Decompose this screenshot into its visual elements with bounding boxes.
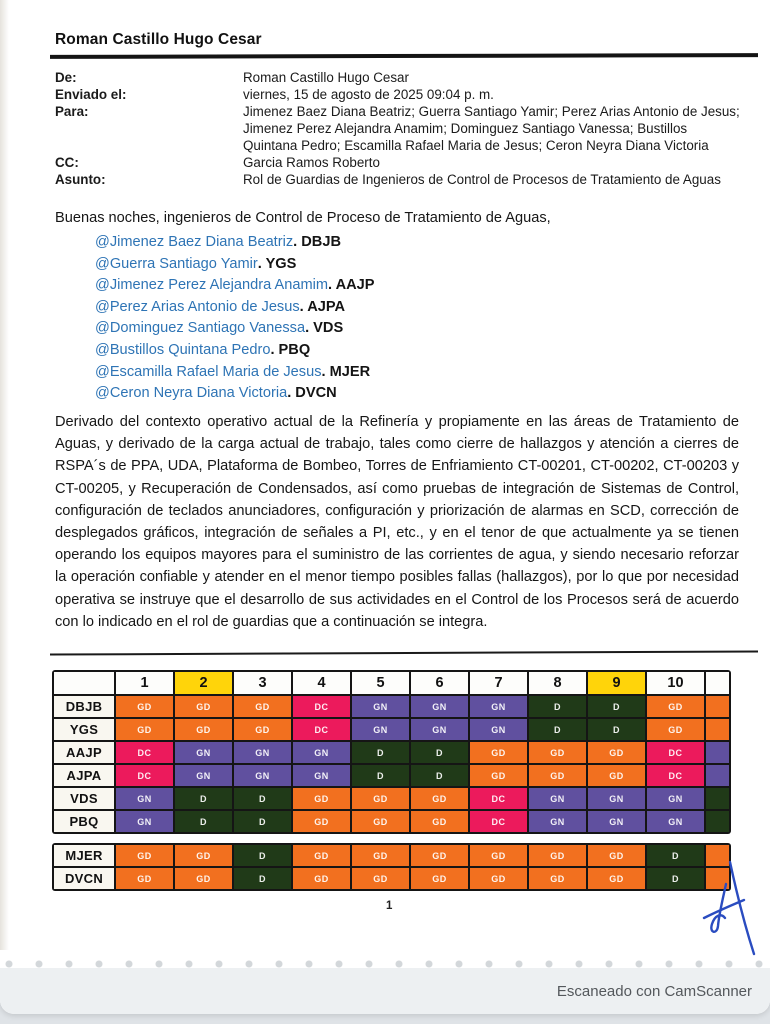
roster-cell: GN: [411, 719, 468, 740]
roster-cell: D: [234, 845, 291, 866]
roster-cell: DC: [293, 696, 350, 717]
meta-field-label: CC:: [55, 155, 79, 170]
mention-line: [95, 232, 375, 254]
roster-cell: DC: [470, 788, 527, 809]
roster-cell: D: [647, 868, 704, 889]
mention-name: @Bustillos Quintana Pedro: [95, 341, 271, 358]
roster-cell: DC: [647, 765, 704, 786]
roster-cell: GD: [588, 845, 645, 866]
roster-cell: [706, 742, 729, 763]
meta-field-row: [55, 86, 740, 103]
roster-header-cell: 9: [588, 672, 645, 694]
roster-header-cell: [706, 672, 729, 694]
roster-cell: GN: [470, 696, 527, 717]
meta-field-value: Garcia Ramos Roberto: [243, 155, 380, 170]
roster-cell: GN: [116, 811, 173, 832]
roster-cell: GD: [116, 868, 173, 889]
mention-line: [95, 362, 375, 384]
roster-cell: GN: [352, 696, 409, 717]
roster-row-label: AAJP: [54, 742, 114, 763]
mention-line: [95, 254, 375, 276]
roster-cell: D: [588, 696, 645, 717]
roster-cell: D: [411, 742, 468, 763]
meta-section: [55, 69, 740, 188]
meta-field-row: [55, 171, 740, 188]
roster-cell: GN: [588, 811, 645, 832]
roster-cell: GD: [234, 719, 291, 740]
roster-cell: GN: [293, 765, 350, 786]
roster-cell: GD: [293, 845, 350, 866]
section-divider: [50, 650, 758, 655]
roster-cell: DC: [470, 811, 527, 832]
roster-cell: [706, 811, 729, 832]
roster-cell: D: [234, 811, 291, 832]
roster-cell: [706, 719, 729, 740]
mention-line: [95, 297, 375, 319]
roster-cell: GN: [352, 719, 409, 740]
roster-cell: D: [175, 788, 232, 809]
roster-cell: GD: [116, 696, 173, 717]
roster-cell: GN: [175, 765, 232, 786]
roster-cell: GD: [647, 719, 704, 740]
signature-mark: [690, 850, 770, 960]
roster-cell: GD: [352, 868, 409, 889]
roster-cell: D: [234, 868, 291, 889]
roster-cell: GN: [647, 811, 704, 832]
roster-cell: GD: [411, 811, 468, 832]
page-title: Roman Castillo Hugo Cesar: [55, 31, 262, 48]
roster-header-cell: 6: [411, 672, 468, 694]
mention-code: . DVCN: [287, 385, 337, 402]
roster-cell: GD: [588, 742, 645, 763]
mention-line: [95, 340, 375, 362]
roster-header-cell: 3: [234, 672, 291, 694]
perforation-edge: [0, 960, 770, 968]
roster-cell: GN: [529, 788, 586, 809]
roster-cell: D: [352, 742, 409, 763]
roster-table-main: [52, 670, 731, 834]
roster-cell: GD: [411, 868, 468, 889]
meta-field-value: Roman Castillo Hugo Cesar: [243, 70, 409, 85]
scan-footer: [0, 968, 770, 1014]
roster-cell: DC: [647, 742, 704, 763]
roster-table-extra: [52, 843, 731, 891]
roster-cell: DC: [293, 719, 350, 740]
roster-cell: [706, 765, 729, 786]
roster-cell: GN: [234, 765, 291, 786]
mention-code: . VDS: [305, 320, 344, 337]
roster-cell: GD: [411, 788, 468, 809]
greeting: Buenas noches, ingenieros de Control de Proceso de Tratamiento de Aguas,: [55, 210, 551, 226]
roster-header-cell: 4: [293, 672, 350, 694]
roster-cell: GD: [470, 845, 527, 866]
roster-cell: [706, 788, 729, 809]
roster-cell: D: [529, 696, 586, 717]
roster-cell: GD: [588, 765, 645, 786]
page-number: 1: [386, 900, 393, 912]
roster-cell: D: [647, 845, 704, 866]
roster-cell: GD: [352, 845, 409, 866]
roster-cell: D: [352, 765, 409, 786]
roster-cell: GN: [588, 788, 645, 809]
roster-cell: GN: [175, 742, 232, 763]
mention-code: . YGS: [257, 255, 297, 272]
roster-cell: D: [529, 719, 586, 740]
meta-field-value: Rol de Guardias de Ingenieros de Control de Procesos de Tratamiento de Aguas: [243, 172, 721, 187]
roster-cell: GD: [293, 811, 350, 832]
roster-header-cell: 10: [647, 672, 704, 694]
roster-row-label: VDS: [54, 788, 114, 809]
roster-cell: GD: [470, 765, 527, 786]
roster-cell: GD: [352, 811, 409, 832]
roster-cell: DC: [116, 765, 173, 786]
roster-header-cell: 1: [116, 672, 173, 694]
meta-field-label: Enviado el:: [55, 87, 127, 102]
roster-row-label: AJPA: [54, 765, 114, 786]
roster-cell: GD: [116, 719, 173, 740]
meta-field-label: Asunto:: [55, 172, 106, 187]
meta-field-row: [55, 154, 740, 171]
title-rule: [50, 53, 758, 59]
roster-cell: GD: [470, 742, 527, 763]
roster-cell: GD: [647, 696, 704, 717]
roster-cell: GD: [175, 719, 232, 740]
meta-field-label: De:: [55, 70, 77, 85]
roster-header-cell: 8: [529, 672, 586, 694]
mention-code: . MJER: [321, 363, 371, 380]
roster-cell: GD: [470, 868, 527, 889]
roster-cell: DC: [116, 742, 173, 763]
meta-field-row: [55, 69, 740, 86]
roster-cell: GD: [175, 845, 232, 866]
roster-header-cell: 5: [352, 672, 409, 694]
mention-line: [95, 318, 375, 340]
mention-code: . AAJP: [328, 277, 375, 294]
mention-name: @Jimenez Perez Alejandra Anamim: [95, 277, 329, 294]
roster-cell: GD: [293, 788, 350, 809]
roster-row-label: DBJB: [54, 696, 114, 717]
mention-name: @Perez Arias Antonio de Jesus: [95, 298, 300, 315]
roster-cell: D: [234, 788, 291, 809]
roster-cell: GN: [470, 719, 527, 740]
roster-header-cell: 7: [470, 672, 527, 694]
roster-cell: GD: [588, 868, 645, 889]
roster-row-label: PBQ: [54, 811, 114, 832]
mentions-list: [95, 232, 375, 405]
roster-cell: GD: [175, 868, 232, 889]
roster-cell: D: [411, 765, 468, 786]
mention-code: . DBJB: [293, 234, 341, 250]
roster-cell: GD: [529, 868, 586, 889]
roster-cell: GN: [293, 742, 350, 763]
mention-line: [95, 383, 375, 405]
meta-field-row: [55, 103, 740, 154]
roster-cell: GN: [529, 811, 586, 832]
roster-row-label: YGS: [54, 719, 114, 740]
roster-header-cell: 2: [175, 672, 232, 694]
roster-cell: GD: [529, 765, 586, 786]
roster-cell: GD: [352, 788, 409, 809]
roster-cell: GN: [411, 696, 468, 717]
mention-name: @Ceron Neyra Diana Victoria: [95, 385, 288, 402]
roster-cell: GN: [647, 788, 704, 809]
roster-cell: GD: [234, 696, 291, 717]
body-paragraph: Derivado del contexto operativo actual de la Refinería y propiamente en las áreas de Tratamiento de Aguas, y derivado de la carga actual de trabajo, tales como cierre de hallazgos y atención a cierres de RSPA´s de PPA, UDA, Plataforma de Bombeo, Torres de Enfriamiento CT-00201, CT-00202, CT-00203 y CT-00205, y Recuperación de Condensados, así como pruebas de integración de Sistemas de Control, configuración de teclados anunciadores, configuración y priorización de alarmas en SCD, corrección de desplegados gráficos, integración de señales a PI, etc., y en el tenor de que actualmente ya se tienen operando los equipos mayores para el suministro de las corrientes de agua, y siendo necesario reforzar la operación confiable y atender en el menor tiempo posibles fallas (hallazgos), por lo que por necesidad operativa se instruye que el desarrollo de sus actividades en el Control de los Procesos será de acuerdo con lo indicado en el rol de guardias que a continuación se integra.: [55, 414, 739, 630]
meta-field-value: viernes, 15 de agosto de 2025 09:04 p. m.: [243, 87, 494, 102]
roster-cell: GD: [175, 696, 232, 717]
roster-cell: GN: [234, 742, 291, 763]
roster-cell: GD: [411, 845, 468, 866]
mention-name: @Jimenez Baez Diana Beatriz: [95, 234, 294, 250]
roster-cell: GD: [293, 868, 350, 889]
mention-code: . AJPA: [299, 298, 346, 315]
roster-cell: GN: [116, 788, 173, 809]
roster-cell: GD: [116, 845, 173, 866]
roster-cell: GD: [529, 742, 586, 763]
roster-cell: GD: [529, 845, 586, 866]
scan-edge-shadow: [0, 0, 9, 950]
mention-name: @Guerra Santiago Yamir: [95, 255, 258, 272]
roster-corner-cell: [54, 672, 114, 694]
mention-code: . PBQ: [270, 341, 311, 358]
roster-cell: D: [588, 719, 645, 740]
roster-row-label: MJER: [54, 845, 114, 866]
meta-field-label: Para:: [55, 104, 89, 119]
roster-cell: D: [175, 811, 232, 832]
camscanner-label: Escaneado con CamScanner: [556, 982, 752, 1000]
meta-field-value: Jimenez Baez Diana Beatriz; Guerra Santiago Yamir; Perez Arias Antonio de Jesus; Jimenez Perez Alejandra Anamim; Dominguez Santiago Vanessa; Bustillos Quintana Pedro; Escamilla Rafael Maria de Jesus; Ceron Neyra Diana Victoria: [243, 104, 740, 153]
roster-cell: [706, 696, 729, 717]
roster-row-label: DVCN: [54, 868, 114, 889]
mention-line: [95, 275, 375, 297]
mention-name: @Escamilla Rafael Maria de Jesus: [95, 363, 322, 380]
mention-name: @Dominguez Santiago Vanessa: [95, 320, 306, 337]
